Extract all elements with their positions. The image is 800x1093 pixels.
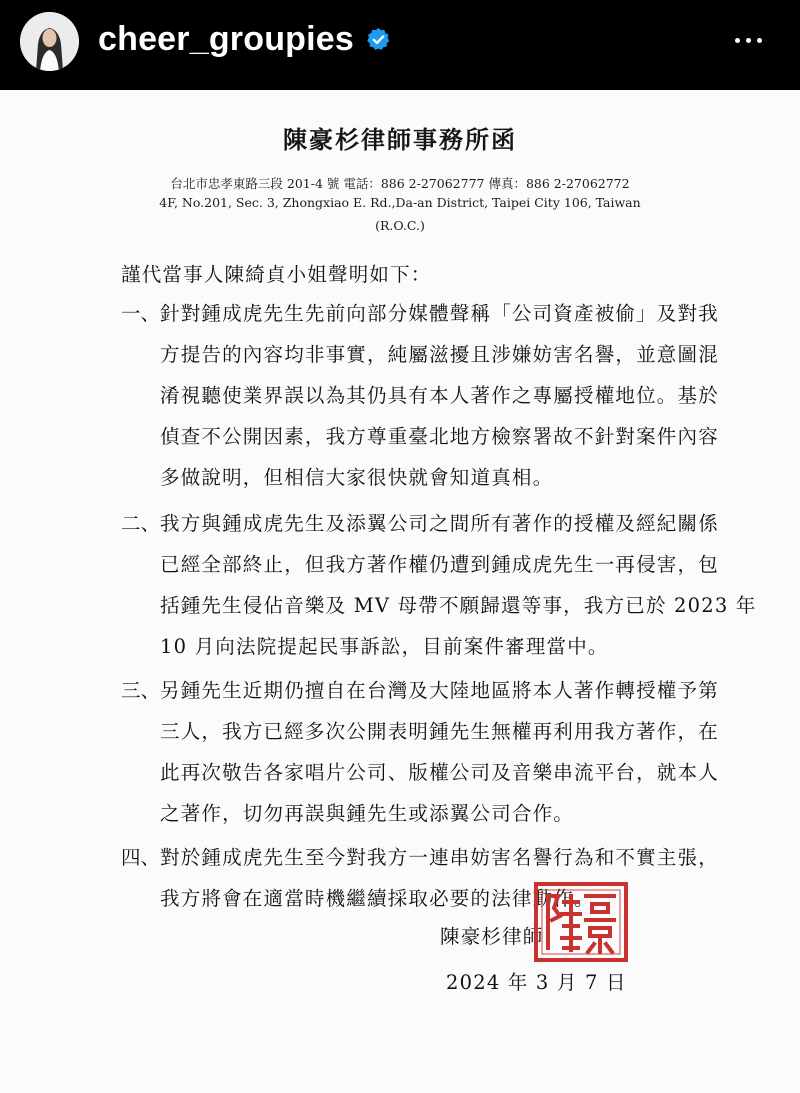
section-line: 已經全部終止，但我方著作權仍遭到鍾成虎先生一再侵害，包 [160, 553, 719, 576]
section-line: 方提告的內容均非事實，純屬滋擾且涉嫌妨害名譽，並意圖混 [160, 343, 719, 366]
section-number: 三、 [121, 679, 161, 702]
letter-intro: 謹代當事人陳綺貞小姐聲明如下： [121, 263, 432, 286]
section-number: 四、 [121, 846, 161, 869]
letter-date: 2024 年 3 月 7 日 [446, 971, 627, 994]
section-line: 針對鍾成虎先生先前向部分媒體聲稱「公司資產被偷」及對我 [160, 302, 719, 325]
section-number: 一、 [121, 302, 161, 325]
section-line: 另鍾先生近期仍擅自在台灣及大陸地區將本人著作轉授權予第 [160, 679, 719, 702]
section-line: 此再次敬告各家唱片公司、版權公司及音樂串流平台，就本人 [160, 761, 719, 784]
section-line: 對於鍾成虎先生至今對我方一連串妨害名譽行為和不實主張， [160, 846, 719, 869]
profile-avatar[interactable] [20, 12, 79, 71]
address-country: (R.O.C.) [375, 218, 425, 233]
post-header [0, 0, 800, 90]
section-line: 我方將會在適當時機繼續採取必要的法律動作。 [160, 887, 595, 910]
section-line: 10 月向法院提起民事訴訟，目前案件審理當中。 [160, 635, 609, 658]
address-english: 4F, No.201, Sec. 3, Zhongxiao E. Rd.,Da-an District, Taipei City 106, Taiwan [159, 195, 641, 210]
section-line: 偵查不公開因素，我方尊重臺北地方檢察署故不針對案件內容 [160, 425, 719, 448]
law-firm-seal-icon [534, 882, 628, 962]
letter-title: 陳豪杉律師事務所函 [283, 125, 517, 154]
signature: 陳豪杉律師 [440, 925, 544, 948]
section-number: 二、 [121, 512, 161, 535]
verified-badge-icon [366, 27, 391, 52]
more-options-icon[interactable] [718, 24, 778, 56]
section-line: 之著作，切勿再誤與鍾先生或添翼公司合作。 [160, 802, 575, 825]
section-line: 我方與鍾成虎先生及添翼公司之間所有著作的授權及經紀關係 [160, 512, 719, 535]
username[interactable]: cheer_groupies [98, 20, 355, 58]
address-chinese: 台北市忠孝東路三段 201-4 號 電話：886 2-27062777 傳真：886 2-27062772 [170, 176, 630, 191]
section-line: 三人，我方已經多次公開表明鍾先生無權再利用我方著作，在 [160, 720, 719, 743]
section-line: 淆視聽使業界誤以為其仍具有本人著作之專屬授權地位。基於 [160, 384, 719, 407]
section-line: 多做說明，但相信大家很快就會知道真相。 [160, 466, 554, 489]
section-line: 括鍾先生侵佔音樂及 MV 母帶不願歸還等事，我方已於 2023 年 [160, 594, 757, 617]
